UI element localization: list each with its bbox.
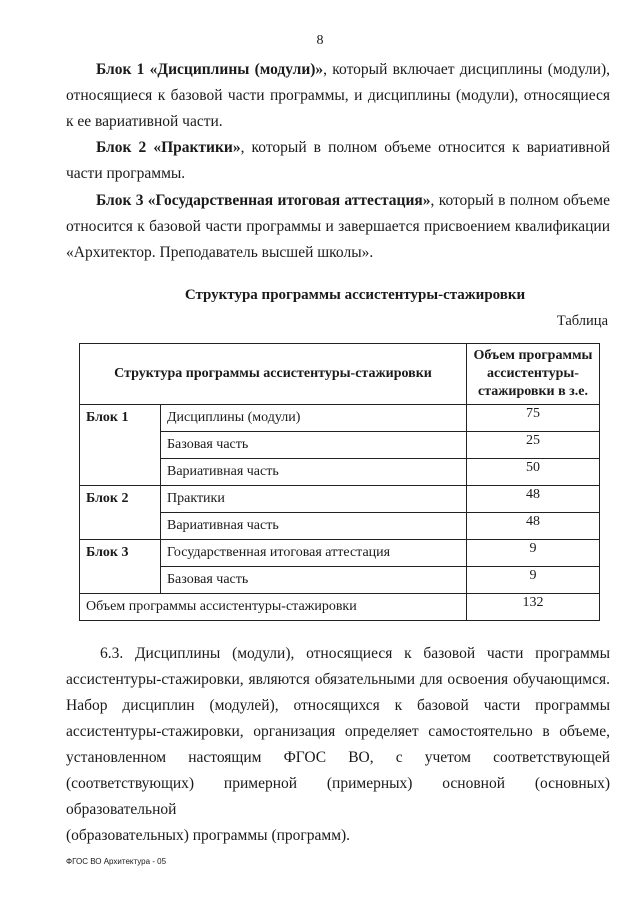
section-line: ассистентуры-стажировки, организация определяет самостоятельно в объеме, bbox=[66, 723, 610, 740]
section-line: установленном настоящим ФГОС ВО, с учетом соответствующей bbox=[66, 749, 610, 766]
table-row bbox=[80, 486, 600, 513]
block2-title: Блок 2 «Практики» bbox=[96, 139, 241, 156]
block1-line: относящиеся к базовой части программы, и дисциплины (модули), относящиеся bbox=[66, 87, 610, 104]
value-cell: 25 bbox=[467, 432, 600, 459]
block3-line bbox=[66, 188, 610, 214]
section-line: ассистентуры-стажировки, являются обязательными для освоения обучающимся. bbox=[66, 671, 610, 688]
block1-line bbox=[66, 57, 610, 83]
item-cell: Государственная итоговая аттестация bbox=[161, 540, 467, 567]
table-row bbox=[80, 432, 600, 459]
block2-line bbox=[66, 135, 610, 161]
block2-paragraph bbox=[66, 135, 610, 187]
table-label: Таблица bbox=[556, 313, 608, 329]
header-structure: Структура программы ассистентуры-стажировки bbox=[80, 344, 467, 405]
block-cell bbox=[80, 513, 161, 540]
table-title: Структура программы ассистентуры-стажировки bbox=[184, 287, 526, 303]
block-cell bbox=[80, 459, 161, 486]
block-cell bbox=[80, 567, 161, 594]
value-cell: 48 bbox=[467, 513, 600, 540]
item-cell: Базовая часть bbox=[161, 567, 467, 594]
block1-paragraph bbox=[66, 57, 610, 135]
item-cell: Дисциплины (модули) bbox=[161, 405, 467, 432]
header-volume: Объем программы ассистентуры-стажировки в з.е. bbox=[467, 344, 600, 405]
section-line: Набор дисциплин (модулей), относящихся к базовой части программы bbox=[66, 697, 610, 714]
block3-title: Блок 3 «Государственная итоговая аттестация» bbox=[96, 192, 431, 209]
table-row bbox=[80, 540, 600, 567]
item-cell: Вариативная часть bbox=[161, 513, 467, 540]
block-cell bbox=[80, 432, 161, 459]
block-cell: Блок 1 bbox=[80, 405, 161, 432]
footer-text: ФГОС ВО Архитектура - 05 bbox=[66, 857, 167, 866]
total-label: Объем программы ассистентуры-стажировки bbox=[80, 594, 467, 621]
block3-paragraph bbox=[66, 188, 610, 266]
page-number: 8 bbox=[316, 33, 324, 48]
table-total-row bbox=[80, 594, 600, 621]
value-cell: 9 bbox=[467, 567, 600, 594]
block3-line: «Архитектор. Преподаватель высшей школы». bbox=[66, 244, 374, 261]
table-row bbox=[80, 567, 600, 594]
structure-table bbox=[79, 343, 600, 621]
item-cell: Практики bbox=[161, 486, 467, 513]
block2-line: части программы. bbox=[66, 165, 186, 182]
item-cell: Вариативная часть bbox=[161, 459, 467, 486]
section-line: (образовательных) программы (программ). bbox=[66, 827, 351, 844]
block-cell: Блок 3 bbox=[80, 540, 161, 567]
block2-text: , который в полном объеме относится к вариативной bbox=[240, 139, 611, 156]
table-row bbox=[80, 513, 600, 540]
block-cell: Блок 2 bbox=[80, 486, 161, 513]
table-header-row bbox=[80, 344, 600, 405]
block3-text: , который в полном объеме bbox=[430, 192, 610, 209]
total-value: 132 bbox=[467, 594, 600, 621]
block1-text: , который включает дисциплины (модули), bbox=[323, 61, 610, 78]
table-row bbox=[80, 405, 600, 432]
block1-title: Блок 1 «Дисциплины (модули)» bbox=[96, 61, 324, 78]
block3-line: относится к базовой части программы и завершается присвоением квалификации bbox=[66, 218, 610, 235]
table-row bbox=[80, 459, 600, 486]
block1-line: к ее вариативной части. bbox=[66, 113, 223, 130]
section-line: 6.3. Дисциплины (модули), относящиеся к базовой части программы bbox=[100, 645, 610, 662]
value-cell: 75 bbox=[467, 405, 600, 432]
section-line: (соответствующих) примерной (примерных) основной (основных) образовательной bbox=[66, 775, 610, 818]
value-cell: 9 bbox=[467, 540, 600, 567]
value-cell: 48 bbox=[467, 486, 600, 513]
section-6-3-paragraph bbox=[66, 641, 610, 849]
item-cell: Базовая часть bbox=[161, 432, 467, 459]
value-cell: 50 bbox=[467, 459, 600, 486]
